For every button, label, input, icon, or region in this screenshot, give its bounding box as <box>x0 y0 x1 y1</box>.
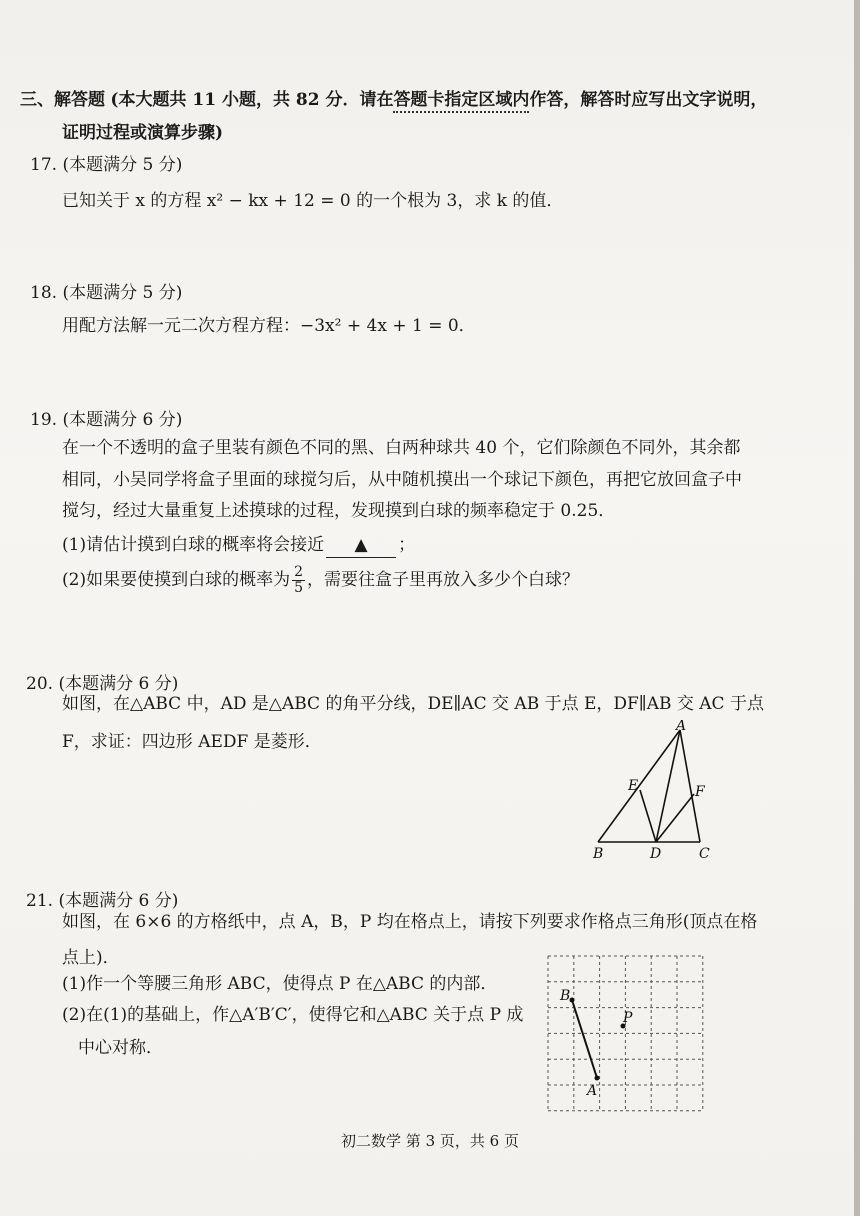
fraction-numerator: 2 <box>294 564 304 580</box>
q21-line2: 点上)． <box>62 948 120 968</box>
q21-grid-figure <box>540 948 710 1116</box>
section-desc-after: 作答，解答时应写出文字说明， <box>529 90 768 110</box>
fraction-denominator: 5 <box>294 580 304 596</box>
q18-body: 用配方法解一元二次方程方程：−3x² + 4x + 1 = 0． <box>62 316 476 336</box>
label-a: A <box>587 1083 598 1099</box>
q19-line2: 相同，小吴同学将盒子里面的球搅匀后，从中随机摸出一个球记下颜色，再把它放回盒子中 <box>62 470 742 490</box>
label-f: F <box>695 784 705 800</box>
point-a <box>595 1076 600 1081</box>
q20-triangle-figure <box>580 720 730 865</box>
segment-de <box>640 790 656 842</box>
grid-lines <box>548 956 703 1111</box>
section-desc-line2: 证明过程或演算步骤) <box>62 123 224 143</box>
section-desc-before: (本大题共 11 小题，共 82 分．请在 <box>110 90 394 110</box>
q18-header: 18. (本题满分 5 分) <box>30 283 183 303</box>
label-d: D <box>650 846 662 862</box>
q17-body: 已知关于 x 的方程 x² − kx + 12 = 0 的一个根为 3，求 k 的值． <box>62 191 564 211</box>
section-title: 三、解答题 <box>20 90 105 110</box>
q20-header: 20. (本题满分 6 分) <box>26 674 179 694</box>
q21-part2-cont: 中心对称． <box>78 1038 163 1058</box>
q19-header: 19. (本题满分 6 分) <box>30 410 183 430</box>
label-e: E <box>628 778 639 794</box>
q19-part2-text: (2)如果要使摸到白球的概率为 <box>62 570 291 590</box>
label-c: C <box>699 846 710 862</box>
q21-part1: (1)作一个等腰三角形 ABC，使得点 P 在△ABC 的内部． <box>62 974 498 994</box>
section-desc-dotted: 答题卡指定区域内 <box>393 90 529 113</box>
q21-part2: (2)在(1)的基础上，作△A′B′C′，使得它和△ABC 关于点 P 成 <box>62 1005 524 1025</box>
q21-header: 21. (本题满分 6 分) <box>26 891 179 911</box>
q20-line1: 如图，在△ABC 中，AD 是△ABC 的角平分线，DE∥AC 交 AB 于点 E，DF∥AB 交 AC 于点 <box>62 694 764 714</box>
fraction <box>292 565 305 596</box>
label-b: B <box>560 988 571 1004</box>
q20-line2: F，求证：四边形 AEDF 是菱形． <box>62 732 322 752</box>
q21-line1: 如图，在 6×6 的方格纸中，点 A，B，P 均在格点上，请按下列要求作格点三角形(顶点在格 <box>62 912 758 932</box>
page-edge-shadow <box>854 0 860 1216</box>
label-p: P <box>623 1010 633 1026</box>
q19-part1 <box>62 533 415 558</box>
q19-line1: 在一个不透明的盒子里装有颜色不同的黑、白两种球共 40 个，它们除颜色不同外，其余都 <box>62 438 741 458</box>
q19-part1-end: ； <box>398 535 416 555</box>
q19-part2-end: ，需要往盒子里再放入多少个白球？ <box>307 570 580 590</box>
q17-header: 17. (本题满分 5 分) <box>30 155 183 175</box>
q19-part1-text: (1)请估计摸到白球的概率将会接近 <box>62 535 325 555</box>
section-heading <box>20 88 767 112</box>
answer-blank: ▲ <box>326 533 396 558</box>
segment-ab <box>572 1000 597 1078</box>
label-a: A <box>676 720 687 734</box>
page-footer: 初二数学 第 3 页，共 6 页 <box>341 1132 519 1150</box>
q19-line3: 搅匀，经过大量重复上述摸球的过程，发现摸到白球的频率稳定于 0.25． <box>62 501 616 521</box>
q19-part2 <box>62 565 579 596</box>
label-b: B <box>593 846 604 862</box>
